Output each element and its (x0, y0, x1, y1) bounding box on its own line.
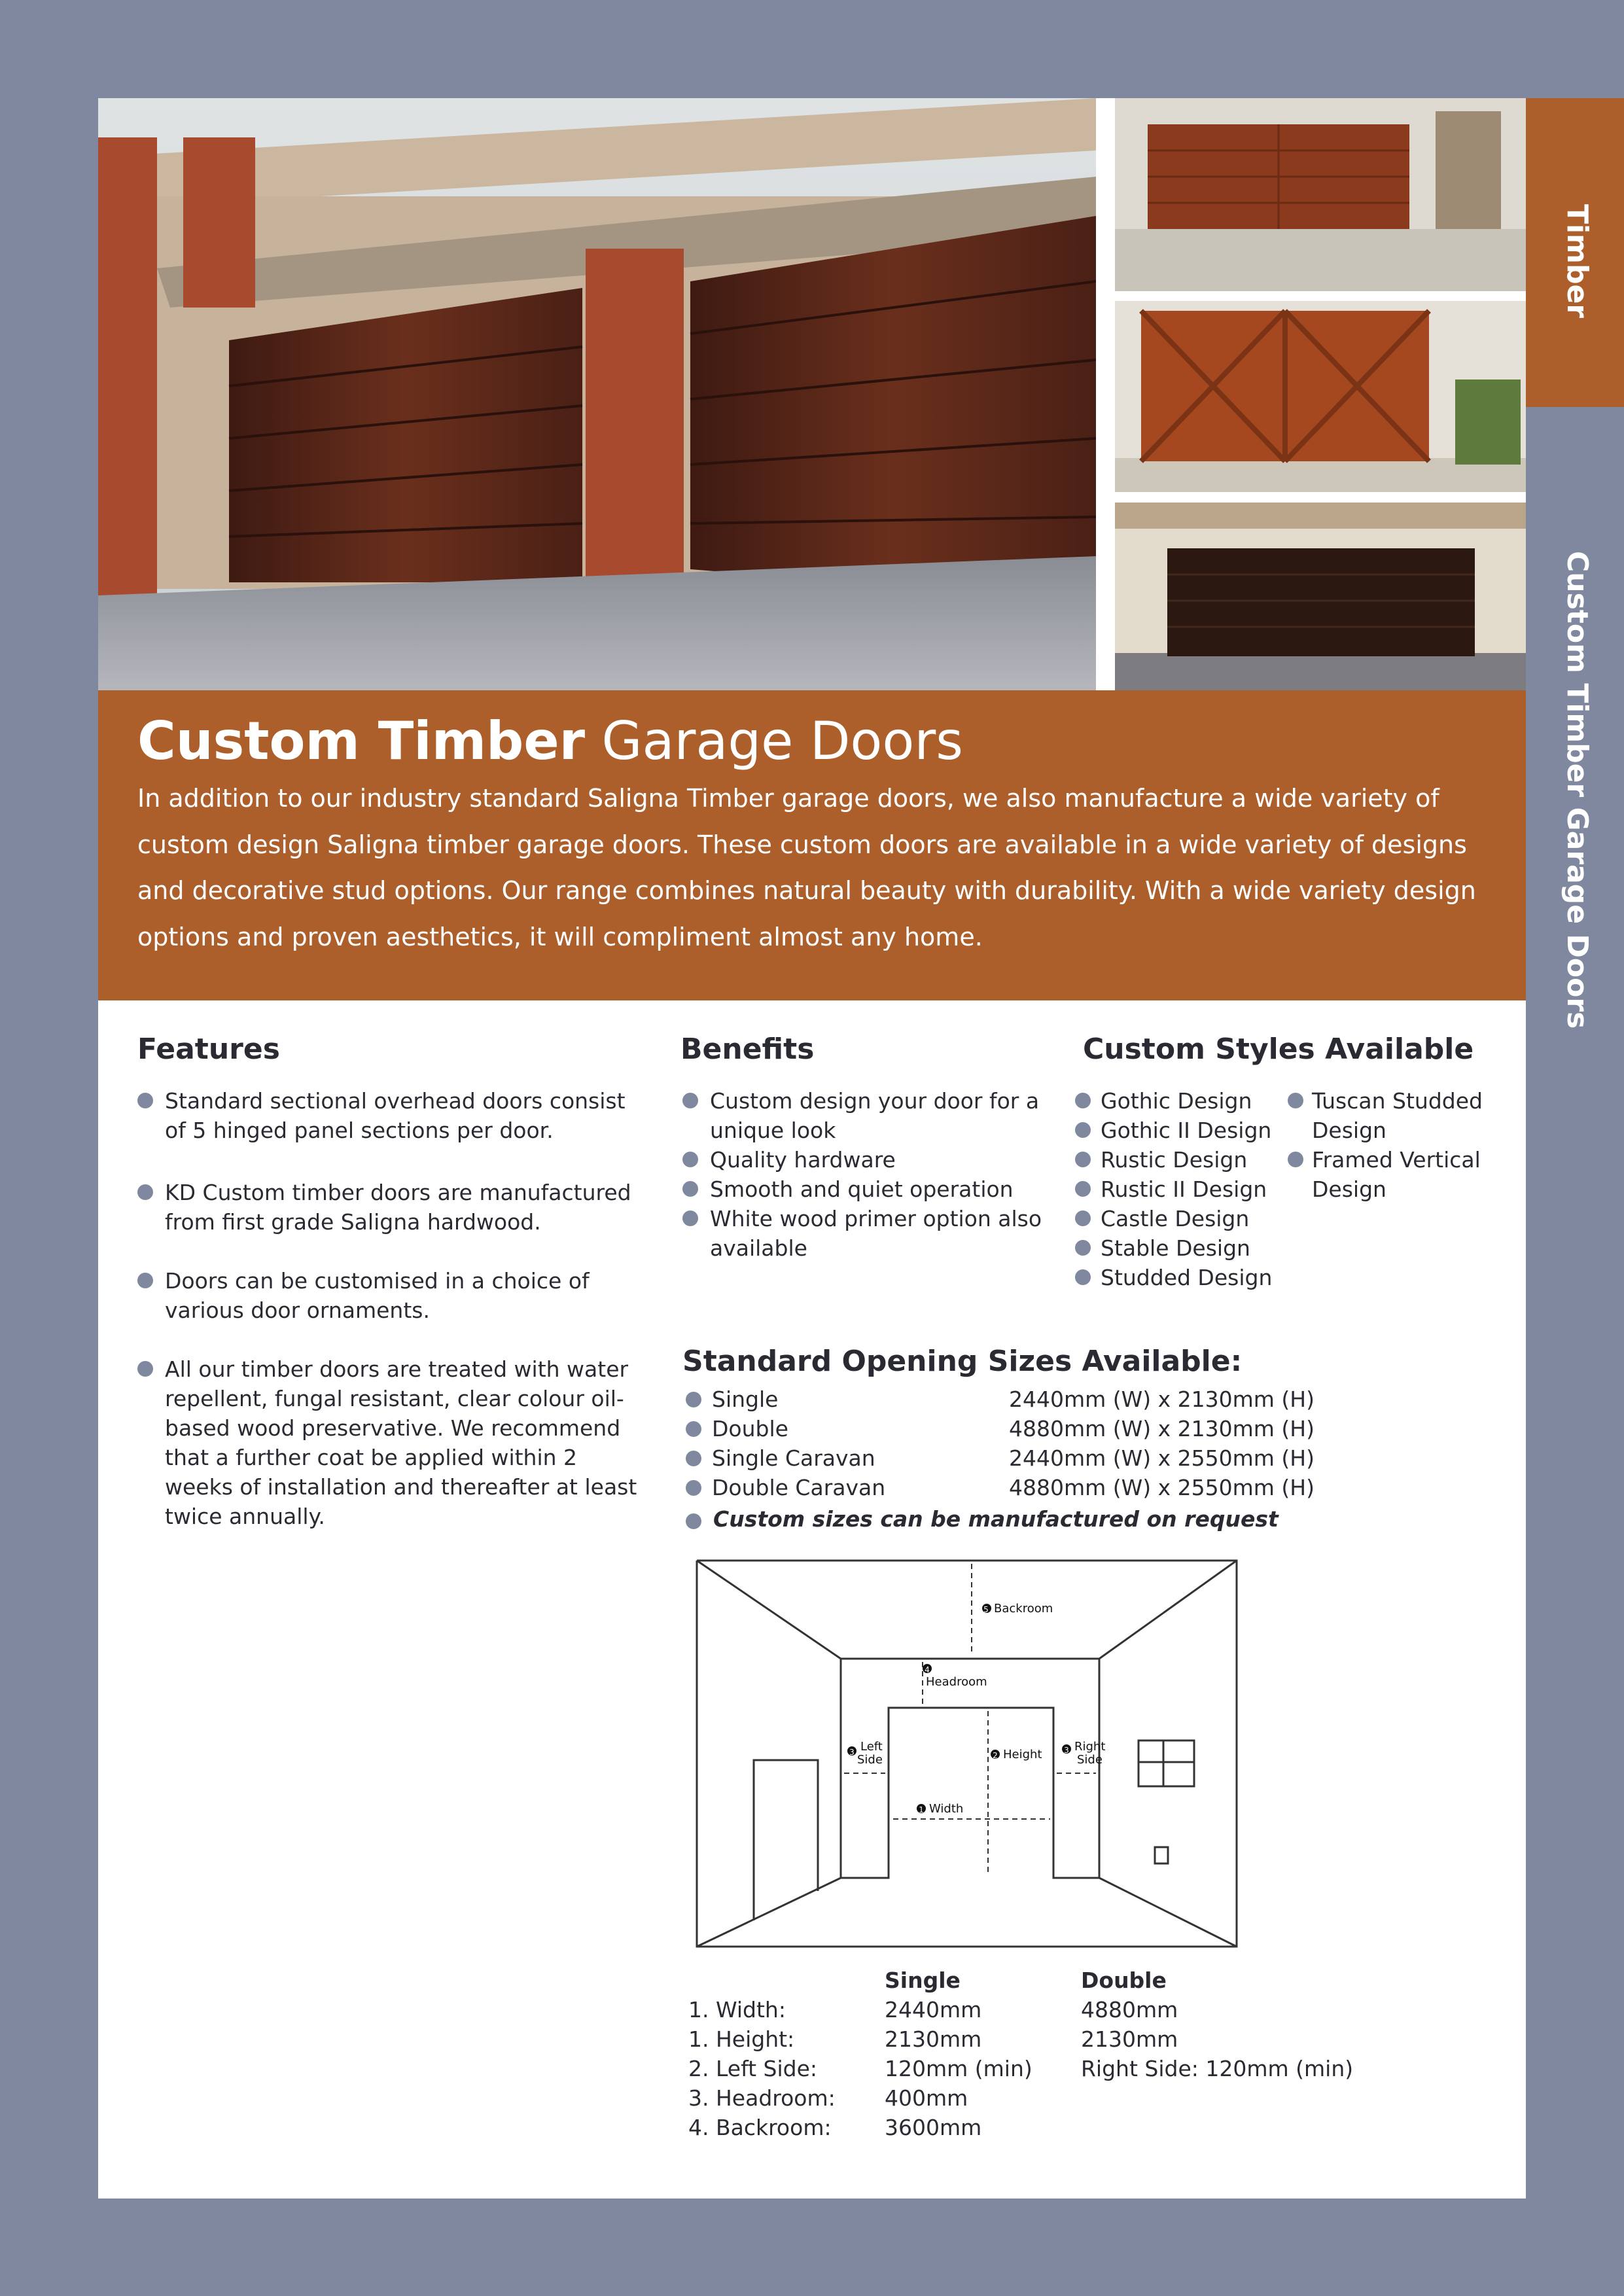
benefit-item: Custom design your door for a unique look (710, 1088, 1040, 1143)
bullet (682, 1181, 698, 1197)
marker-number: 1 (919, 1805, 924, 1814)
bullet (1075, 1122, 1091, 1138)
row-label: 4. Backroom: (688, 2115, 832, 2140)
row-single: 2440mm (885, 1997, 982, 2022)
bullet (686, 1480, 701, 1496)
row-double: 2130mm (1081, 2026, 1178, 2052)
backroom-label: Backroom (994, 1602, 1053, 1616)
marker-number: 3 (849, 1748, 855, 1757)
size-row: Single Caravan 2440mm (W) x 2550mm (H) (712, 1445, 1315, 1471)
style-item: Gothic II Design (1101, 1118, 1272, 1143)
row-label: 1. Height: (688, 2026, 795, 2052)
style-item: Tuscan Studded Design (1312, 1088, 1483, 1143)
benefit-item: Quality hardware (710, 1147, 896, 1173)
opening-size-diagram (694, 1554, 1243, 1953)
left-side-label-1: Left (860, 1740, 883, 1754)
style-item: Gothic Design (1101, 1088, 1252, 1114)
bullet (137, 1184, 153, 1200)
bullet (1075, 1152, 1091, 1167)
bullet (682, 1093, 698, 1108)
section-tab-label: Custom Timber Garage Doors (1561, 551, 1594, 1029)
left-side-label-2: Side (857, 1753, 883, 1767)
feature-item: Standard sectional overhead doors consist of 5 hinged panel sections per door. (165, 1088, 626, 1143)
row-double: 4880mm (1081, 1997, 1178, 2022)
row-label: 1. Width: (688, 1997, 786, 2022)
width-label: Width (929, 1802, 964, 1816)
bullet (1075, 1181, 1091, 1197)
style-item: Stable Design (1101, 1235, 1250, 1261)
style-item: Studded Design (1101, 1265, 1273, 1290)
feature-item: All our timber doors are treated with water repellent, fungal resistant, clear colour oil-based wood preservative. We recommend that a further coat be applied within 2 weeks of installation and thereafter at least twice annually. (165, 1356, 637, 1529)
feature-item: KD Custom timber doors are manufactured from first grade Saligna hardwood. (165, 1180, 631, 1235)
marker-number: 4 (925, 1665, 930, 1674)
bullet (137, 1361, 153, 1377)
style-item: Rustic Design (1101, 1147, 1248, 1173)
intro-band (98, 690, 1526, 1000)
marker-number: 2 (993, 1751, 998, 1760)
benefit-item: White wood primer option also available (710, 1206, 1042, 1261)
bullet (1075, 1240, 1091, 1256)
garage-photo-main (98, 98, 1096, 690)
bullet (1075, 1093, 1091, 1108)
size-row: Double 4880mm (W) x 2130mm (H) (712, 1416, 1315, 1441)
custom-size-note: Custom sizes can be manufactured on request (713, 1506, 1279, 1532)
benefit-item: Smooth and quiet operation (710, 1176, 1014, 1202)
style-item: Framed Vertical Design (1312, 1147, 1481, 1202)
bullet (1075, 1210, 1091, 1226)
marker-number: 3 (1064, 1746, 1069, 1755)
benefits-heading: Benefits (680, 1033, 815, 1066)
row-single: 3600mm (885, 2115, 982, 2140)
row-label: 3. Headroom: (688, 2085, 836, 2111)
bullet (682, 1210, 698, 1226)
bullet (1288, 1093, 1303, 1108)
bullet (1288, 1152, 1303, 1167)
headroom-label: Headroom (926, 1675, 987, 1689)
garage-photo-2 (1115, 301, 1526, 492)
bullet (682, 1152, 698, 1167)
category-tab-label: Timber (1561, 204, 1594, 318)
intro-paragraph: In addition to our industry standard Saligna Timber garage doors, we also manufacture a wide variety of custom design Saligna timber garage doors. These custom doors are available in a wide variety of designs and decorative stud options. Our range combines natural beauty with durability. With a wide variety design options and proven aesthetics, it will compliment almost any home. (137, 784, 1476, 951)
column-header-double: Double (1081, 1968, 1167, 1993)
row-double: Right Side: 120mm (min) (1081, 2056, 1354, 2081)
garage-photo-3 (1115, 503, 1526, 690)
garage-photo-1 (1115, 98, 1526, 291)
bullet (686, 1451, 701, 1466)
bullet (686, 1392, 701, 1407)
row-single: 400mm (885, 2085, 968, 2111)
size-row: Double Caravan 4880mm (W) x 2550mm (H) (712, 1475, 1315, 1500)
bullet (1075, 1269, 1091, 1285)
bullet (137, 1273, 153, 1288)
row-label: 2. Left Side: (688, 2056, 818, 2081)
bullet (686, 1421, 701, 1437)
column-header-single: Single (885, 1968, 961, 1993)
page-title: Custom Timber Garage Doors (137, 711, 963, 771)
marker-number: 5 (983, 1605, 989, 1614)
right-side-label-1: Right (1074, 1740, 1106, 1754)
row-single: 2130mm (885, 2026, 982, 2052)
feature-item: Doors can be customised in a choice of various door ornaments. (165, 1268, 590, 1323)
row-single: 120mm (min) (885, 2056, 1033, 2081)
bullet (686, 1513, 701, 1529)
features-heading: Features (137, 1033, 280, 1066)
style-item: Castle Design (1101, 1206, 1250, 1231)
height-label: Height (1003, 1748, 1042, 1761)
size-row: Single 2440mm (W) x 2130mm (H) (712, 1386, 1315, 1412)
right-side-label-2: Side (1077, 1753, 1103, 1767)
style-item: Rustic II Design (1101, 1176, 1267, 1202)
sizes-heading: Standard Opening Sizes Available: (682, 1345, 1243, 1378)
styles-heading: Custom Styles Available (1083, 1033, 1474, 1066)
bullet (137, 1093, 153, 1108)
